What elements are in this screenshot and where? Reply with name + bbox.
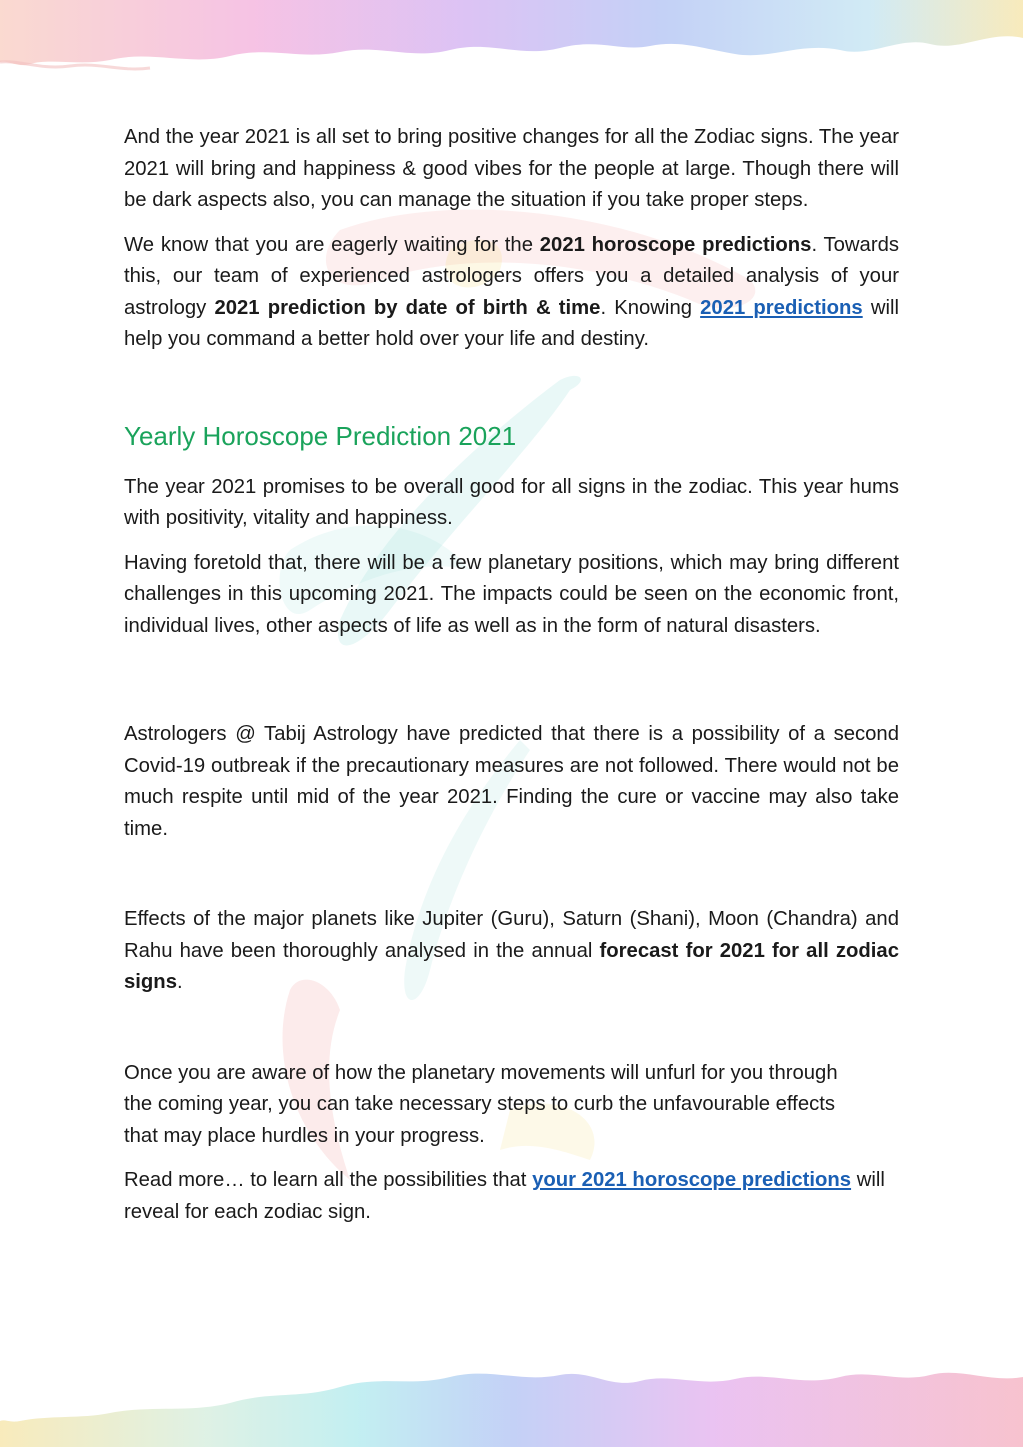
bold-phrase-horoscope-predictions: 2021 horoscope predictions bbox=[539, 233, 812, 256]
section-paragraph-4 bbox=[124, 904, 899, 999]
text-run: will help you command a better hold over your life and destiny. bbox=[124, 296, 899, 350]
link-your-2021-horoscope-predictions[interactable]: your 2021 horoscope predictions bbox=[532, 1169, 852, 1191]
text-run: . bbox=[176, 971, 183, 993]
text-run: . Knowing bbox=[600, 296, 701, 319]
text-run: will reveal for each zodiac sign. bbox=[124, 1169, 885, 1223]
text-run: . Towards this, our team of experienced astrologers offers you a detailed analysis of your astrology bbox=[124, 233, 900, 319]
section-heading: Yearly Horoscope Prediction 2021 bbox=[124, 420, 517, 451]
text-run: Read more… to learn all the possibilities that bbox=[124, 1169, 533, 1191]
text-run: Effects of the major planets like Jupiter (Guru), Saturn (Shani), Moon (Chandra) and Rahu have been thoroughly analysed in the annual bbox=[124, 908, 899, 962]
section-paragraph-5: Once you are aware of how the planetary movements will unfurl for you through the coming year, you can take necessary steps to curb the unfavourable effects that may place hurdles in your progress. bbox=[124, 1061, 838, 1147]
document-body bbox=[124, 122, 899, 1228]
bold-phrase-forecast: forecast for 2021 for all zodiac signs bbox=[124, 939, 899, 993]
link-2021-predictions[interactable]: 2021 predictions bbox=[700, 296, 863, 319]
intro-paragraph-1: And the year 2021 is all set to bring positive changes for all the Zodiac signs. The year 2021 will bring and happiness & good vibes for the people at large. Though there will be dark aspects also, you can manage the situation if you take proper steps. bbox=[124, 126, 899, 211]
section-paragraph-2: Having foretold that, there will be a few planetary positions, which may bring different challenges in this upcoming 2021. The impacts could be seen on the economic front, individual lives, other aspects of life as well as in the form of natural disasters. bbox=[124, 551, 899, 637]
bottom-watercolor-border bbox=[0, 1347, 1023, 1447]
intro-paragraph-2 bbox=[124, 230, 899, 356]
bold-phrase-prediction-by-date: 2021 prediction by date of birth & time bbox=[214, 296, 601, 319]
section-paragraph-3: Astrologers @ Tabij Astrology have predicted that there is a possibility of a second Covid-19 outbreak if the precautionary measures are not followed. There would not be much respite until mid of the year 2021. Finding the cure or vaccine may also take time. bbox=[124, 723, 899, 840]
top-watercolor-border bbox=[0, 0, 1023, 110]
section-paragraph-1: The year 2021 promises to be overall good for all signs in the zodiac. This year hums with positivity, vitality and happiness. bbox=[124, 475, 899, 529]
section-paragraph-6 bbox=[124, 1165, 899, 1228]
text-run: We know that you are eagerly waiting for the bbox=[124, 233, 540, 256]
